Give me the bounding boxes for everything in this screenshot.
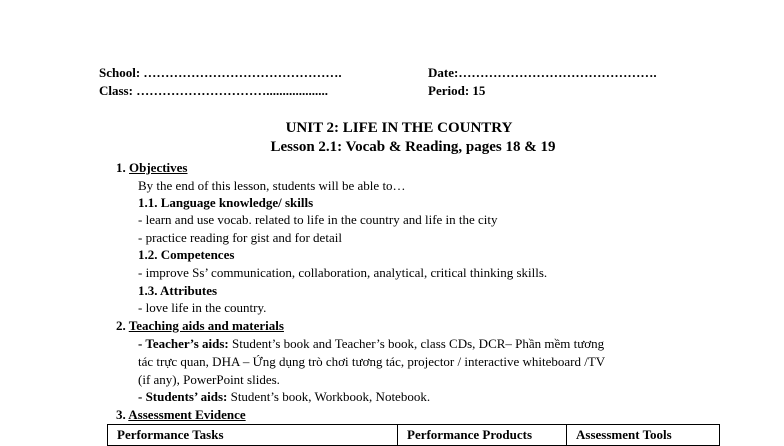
objectives-title: Objectives (129, 160, 188, 175)
date-field: Date:………………………………………. (428, 65, 657, 80)
students-aids-line (138, 388, 430, 406)
class-field: Class: …………………………................... (99, 83, 328, 98)
teaching-aids-number: 2. (116, 318, 126, 333)
objectives-heading (116, 159, 187, 177)
students-aids-text: Student’s book, Workbook, Notebook. (227, 389, 431, 404)
lesson-title: Lesson 2.1: Vocab & Reading, pages 18 & 19 (270, 139, 556, 155)
competence-item: - improve Ss’ communication, collaboration, analytical, critical thinking skills. (138, 265, 548, 280)
period-field: Period: 15 (428, 83, 486, 98)
objectives-intro: By the end of this lesson, students will be able to… (138, 178, 406, 193)
unit-title: UNIT 2: LIFE IN THE COUNTRY (285, 120, 513, 136)
teacher-aids-label: - Teacher’s aids: (138, 336, 229, 351)
teacher-aids-line-3: (if any), PowerPoint slides. (138, 372, 280, 387)
competences-heading: 1.2. Competences (138, 247, 235, 262)
assessment-table (107, 424, 720, 446)
teacher-aids-line-2: tác trực quan, DHA – Ứng dụng trò chơi tương tác, projector / interactive whiteboard /TV (138, 354, 606, 369)
teacher-aids-line (138, 335, 604, 353)
objectives-number: 1. (116, 160, 126, 175)
column-header-performance-products: Performance Products (398, 425, 567, 446)
assessment-heading (116, 406, 246, 424)
attributes-heading: 1.3. Attributes (138, 283, 218, 298)
teacher-aids-text: Student’s book and Teacher’s book, class CDs, DCR– Phần mềm tương (228, 336, 605, 351)
assessment-number: 3. (116, 407, 126, 422)
column-header-performance-tasks: Performance Tasks (108, 425, 398, 446)
attribute-item: - love life in the country. (138, 300, 267, 315)
students-aids-label: - Students’ aids: (138, 389, 228, 404)
teaching-aids-heading (116, 317, 284, 335)
language-skills-heading: 1.1. Language knowledge/ skills (138, 195, 314, 210)
objective-item: - learn and use vocab. related to life in the country and life in the city (138, 212, 498, 227)
assessment-table-header-row (108, 425, 720, 446)
school-field: School: ………………………………………. (99, 65, 342, 80)
objective-item: - practice reading for gist and for detail (138, 230, 342, 245)
assessment-title: Assessment Evidence (128, 407, 246, 422)
column-header-assessment-tools: Assessment Tools (567, 425, 720, 446)
teaching-aids-title: Teaching aids and materials (128, 318, 284, 333)
